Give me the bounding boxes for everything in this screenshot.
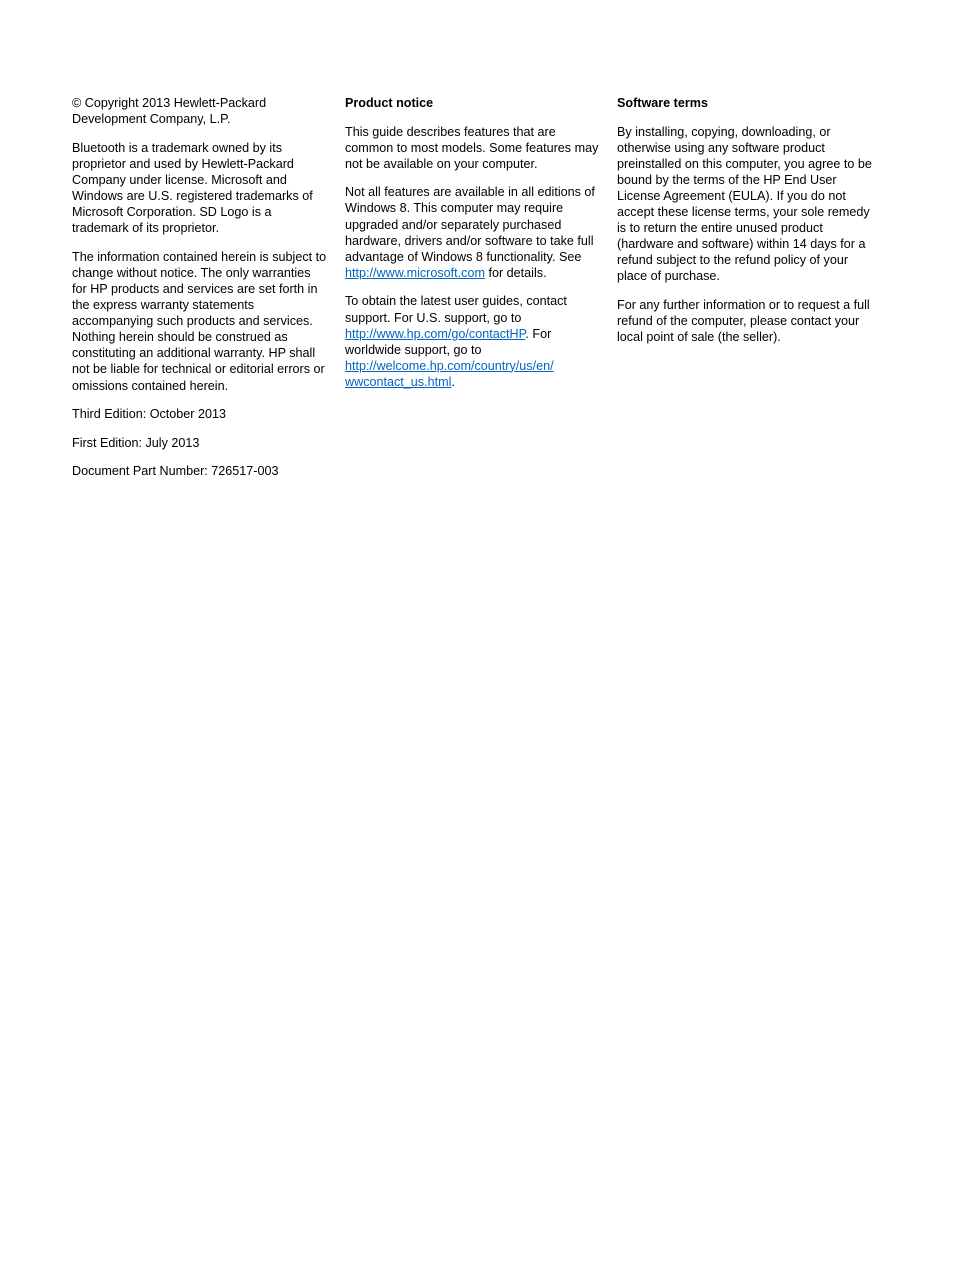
software-terms-heading: Software terms [617, 96, 708, 110]
product-notice-paragraph-2 [345, 184, 601, 281]
part-number-text: Document Part Number: 726517-003 [72, 464, 279, 479]
paragraph-2-text-before: Not all features are available in all editions of Windows 8. This computer may require upgraded and/or separately purchased hardware, drivers and/or software to take full advantage of Windows 8 functionality. See [345, 185, 595, 264]
warranty-text: The information contained herein is subject to change without notice. The only warranties for HP products and services are set forth in the express warranty statements accompanying such products and services. Nothing herein should be construed as constituting an additional warranty. HP shall not be liable for technical or editorial errors or omissions contained herein. [72, 249, 327, 393]
paragraph-3-text-after: . [451, 374, 455, 389]
paragraph-3-text-before: To obtain the latest user guides, contact support. For U.S. support, go to [345, 294, 567, 325]
product-notice-column [345, 95, 601, 403]
paragraph-3-text-middle: . For worldwide support, go to [345, 326, 552, 357]
legal-column [72, 95, 328, 492]
software-terms-paragraph-1: By installing, copying, downloading, or otherwise using any software product preinstalled on this computer, you agree to be bound by the terms of the HP End User License Agreement (EULA). If you do not accept these license terms, your sole remedy is to return the entire unused product (hardware and software) within 14 days for a refund subject to the refund policy of your place of purchase. [617, 124, 872, 284]
software-terms-paragraph-2: For any further information or to request a full refund of the computer, please contact your local point of sale (the seller). [617, 298, 870, 345]
product-notice-paragraph-3 [345, 293, 601, 390]
product-notice-paragraph-1: This guide describes features that are common to most models. Some features may not be available on your computer. [345, 124, 599, 171]
first-edition-text: First Edition: July 2013 [72, 435, 200, 450]
product-notice-heading: Product notice [345, 96, 434, 110]
hp-contact-link[interactable]: http://www.hp.com/go/contactHP [345, 326, 526, 341]
trademark-text: Bluetooth is a trademark owned by its proprietor and used by Hewlett-Packard Company under license. Microsoft and Windows are U.S. registered trademarks of Microsoft Corporation. SD Logo is a trademark of its proprietor. [72, 140, 313, 236]
microsoft-link[interactable]: http://www.microsoft.com [345, 265, 485, 280]
copyright-text: © Copyright 2013 Hewlett-Packard Development Company, L.P. [72, 96, 267, 127]
software-terms-column [617, 95, 873, 358]
third-edition-text: Third Edition: October 2013 [72, 407, 227, 422]
paragraph-2-text-after: for details. [484, 265, 547, 280]
hp-worldwide-support-link[interactable]: http://welcome.hp.com/country/us/en/ wwcontact_us.html [345, 358, 554, 389]
